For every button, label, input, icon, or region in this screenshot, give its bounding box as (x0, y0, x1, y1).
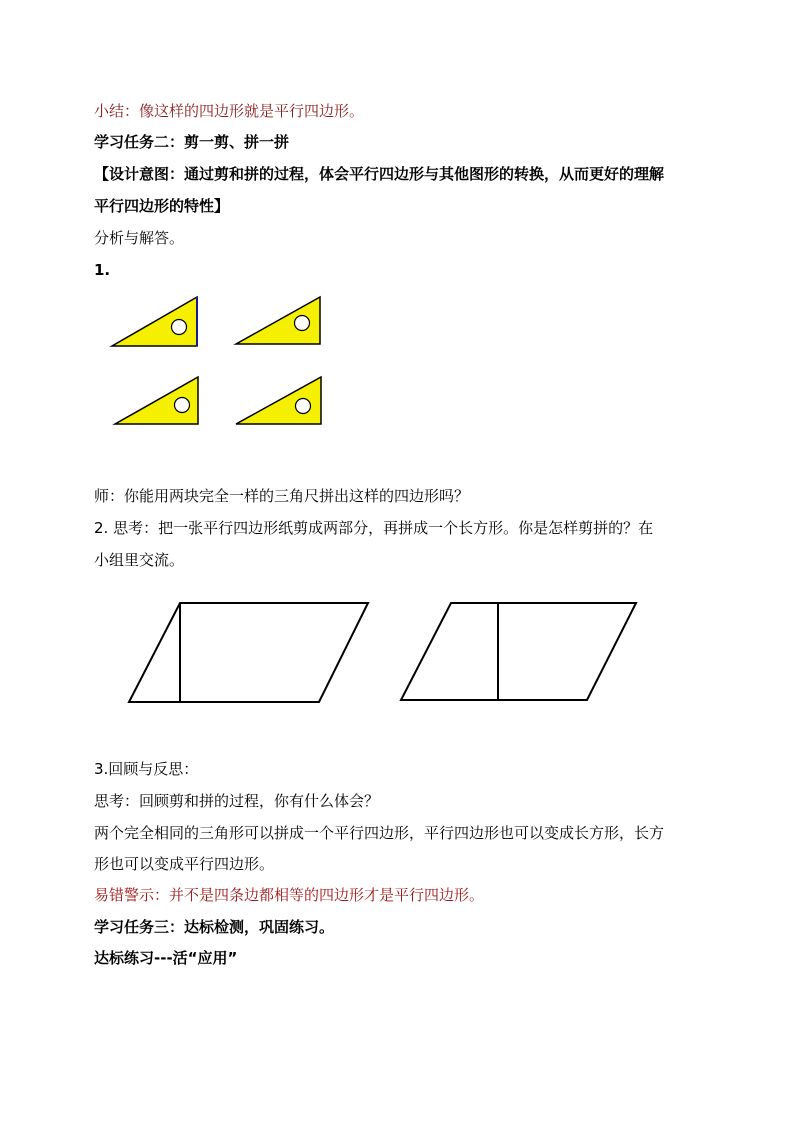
parallelogram-cut-left (129, 603, 368, 702)
task3-heading: 学习任务三：达标检测，巩固练习。 (94, 918, 335, 936)
teacher-question: 师：你能用两块完全一样的三角尺拼出这样的四边形吗？ (94, 487, 470, 505)
item1-number: 1. (94, 261, 111, 279)
set-square-triangle (236, 377, 321, 424)
design-intent-line1: 【设计意图：通过剪和拼的过程，体会平行四边形与其他图形的转换，从而更好的理解 (94, 165, 665, 183)
parallelogram-cut-middle (401, 603, 636, 700)
reflection-question: 思考：回顾剪和拼的过程，你有什么体会？ (94, 792, 380, 810)
set-square-triangle (115, 377, 198, 424)
set-square-triangle (112, 297, 197, 346)
item3-heading: 3.回顾与反思： (94, 760, 199, 778)
reflection-answer-line1: 两个完全相同的三角形可以拼成一个平行四边形，平行四边形也可以变成长方形，长方 (94, 824, 665, 842)
practice-heading: 达标练习---活“应用” (94, 949, 238, 967)
analysis-label: 分析与解答。 (94, 229, 185, 247)
warning-text: 易错警示：并不是四条边都相等的四边形才是平行四边形。 (94, 886, 485, 904)
task2-heading: 学习任务二：剪一剪、拼一拼 (94, 133, 290, 151)
set-square-triangle (236, 297, 320, 344)
item2-line1: 2. 思考：把一张平行四边形纸剪成两部分，再拼成一个长方形。你是怎样剪拼的？在 (94, 519, 654, 537)
summary-text: 小结：像这样的四边形就是平行四边形。 (94, 102, 365, 120)
item2-line2: 小组里交流。 (94, 551, 185, 569)
design-intent-line2: 平行四边形的特性】 (94, 197, 230, 215)
reflection-answer-line2: 形也可以变成平行四边形。 (94, 855, 275, 873)
